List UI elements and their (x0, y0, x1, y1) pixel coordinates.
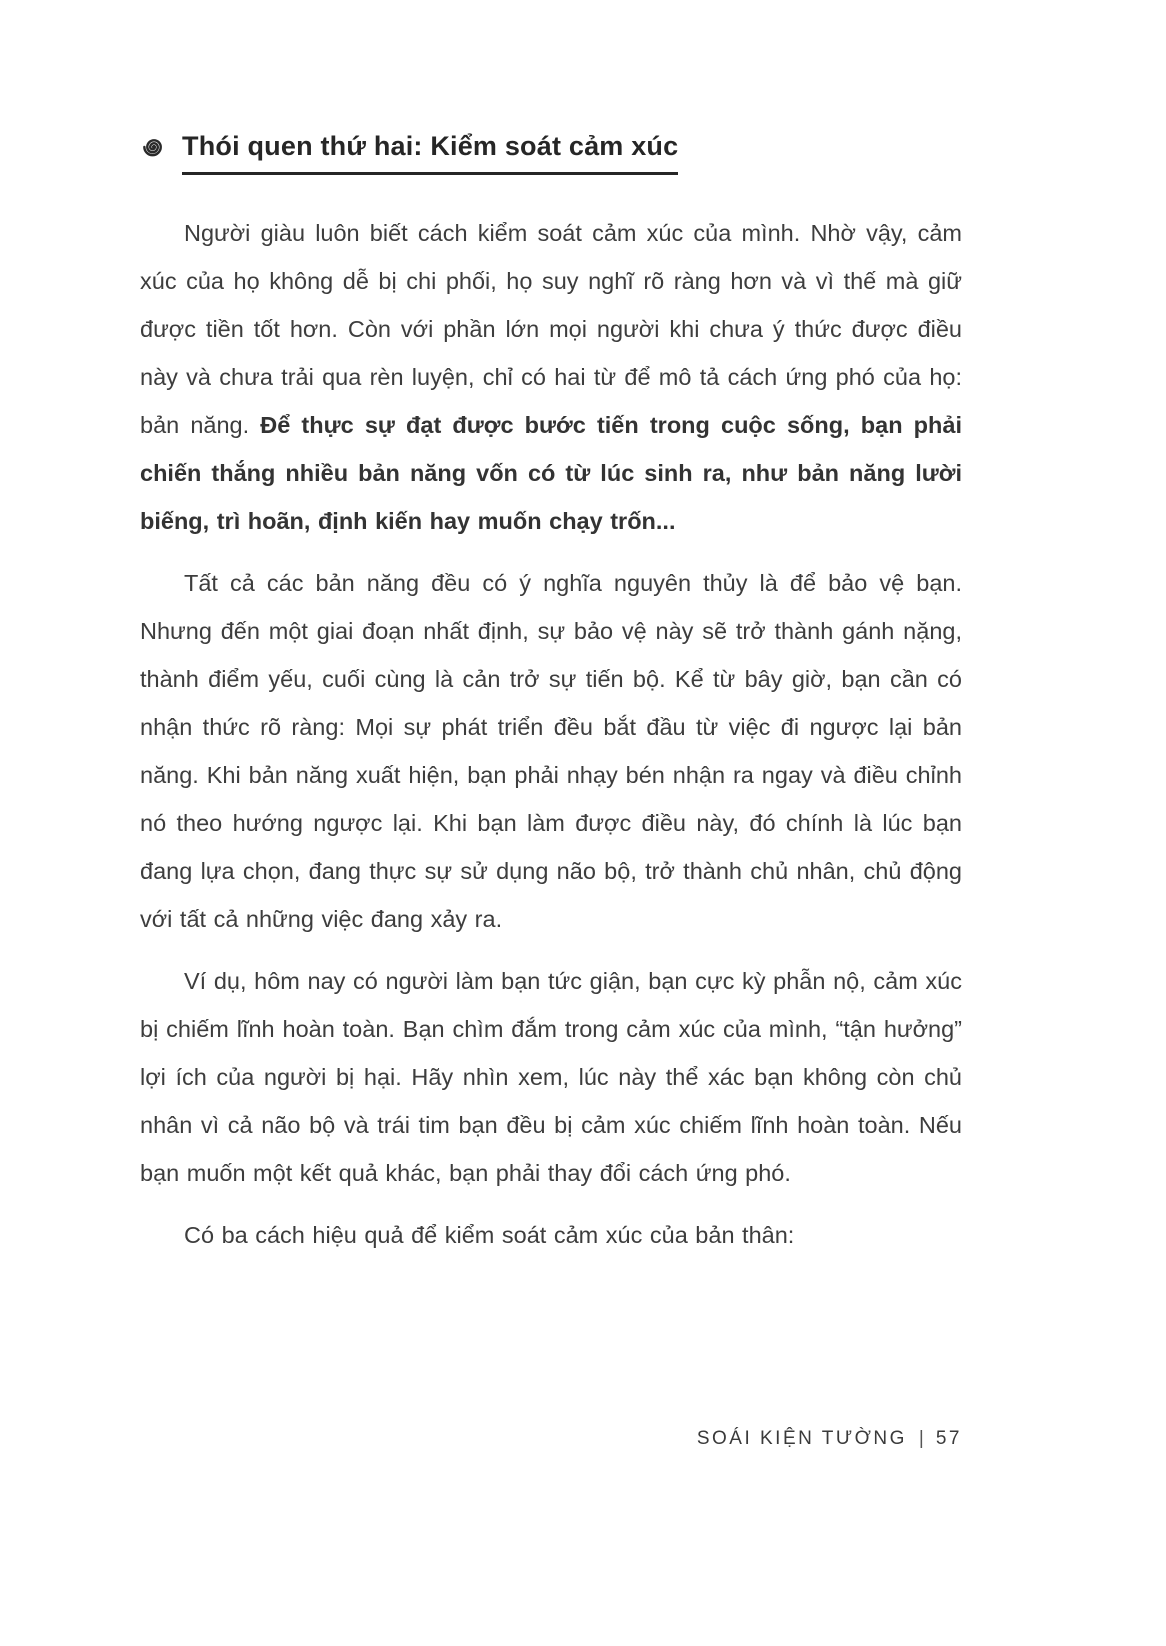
book-title: SOÁI KIỆN TƯỜNG (696, 1428, 907, 1449)
page-footer (697, 1428, 962, 1450)
paragraph-text: Có ba cách hiệu quả để kiểm soát cảm xúc của bản thân: (184, 1221, 795, 1248)
paragraph-text: Tất cả các bản năng đều có ý nghĩa nguyên thủy là để bảo vệ bạn. Nhưng đến một giai đoạn nhất định, sự bảo vệ này sẽ trở thành gánh nặng, thành điểm yếu, cuối cùng là cản trở sự tiến bộ. Kể từ bây giờ, bạn cần có nhận thức rõ ràng: Mọi sự phát triển đều bắt đầu từ việc đi ngược lại bản năng. Khi bản năng xuất hiện, bạn phải nhạy bén nhận ra ngay và điều chỉnh nó theo hướng ngược lại. Khi bạn làm được điều này, đó chính là lúc bạn đang lựa chọn, đang thực sự sử dụng não bộ, trở thành chủ nhân, chủ động với tất cả những việc đang xảy ra. (140, 569, 962, 932)
body-text (140, 209, 962, 1259)
page-number: 57 (935, 1428, 962, 1449)
section-heading-row (140, 130, 962, 175)
paragraph (140, 957, 962, 1197)
footer-separator: | (918, 1428, 924, 1449)
page-heading: Thói quen thứ hai: Kiểm soát cảm xúc (182, 130, 678, 175)
paragraph (140, 559, 962, 943)
paragraph (140, 1211, 962, 1259)
paragraph (140, 209, 962, 545)
spiral-icon (140, 133, 168, 161)
paragraph-text: Người giàu luôn biết cách kiểm soát cảm xúc của mình. Nhờ vậy, cảm xúc của họ không dễ bị chi phối, họ suy nghĩ rõ ràng hơn và vì thế mà giữ được tiền tốt hơn. Còn với phần lớn mọi người khi chưa ý thức được điều này và chưa trải qua rèn luyện, chỉ có hai từ để mô tả cách ứng phó của họ: bản năng. (140, 219, 962, 438)
paragraph-text: Ví dụ, hôm nay có người làm bạn tức giận, bạn cực kỳ phẫn nộ, cảm xúc bị chiếm lĩnh hoàn toàn. Bạn chìm đắm trong cảm xúc của mình, “tận hưởng” lợi ích của người bị hại. Hãy nhìn xem, lúc này thể xác bạn không còn chủ nhân vì cả não bộ và trái tim bạn đều bị cảm xúc chiếm lĩnh hoàn toàn. Nếu bạn muốn một kết quả khác, bạn phải thay đổi cách ứng phó. (140, 967, 962, 1186)
paragraph-bold-text: Để thực sự đạt được bước tiến trong cuộc sống, bạn phải chiến thắng nhiều bản năng vốn có từ lúc sinh ra, như bản năng lười biếng, trì hoãn, định kiến hay muốn chạy trốn... (140, 411, 962, 534)
